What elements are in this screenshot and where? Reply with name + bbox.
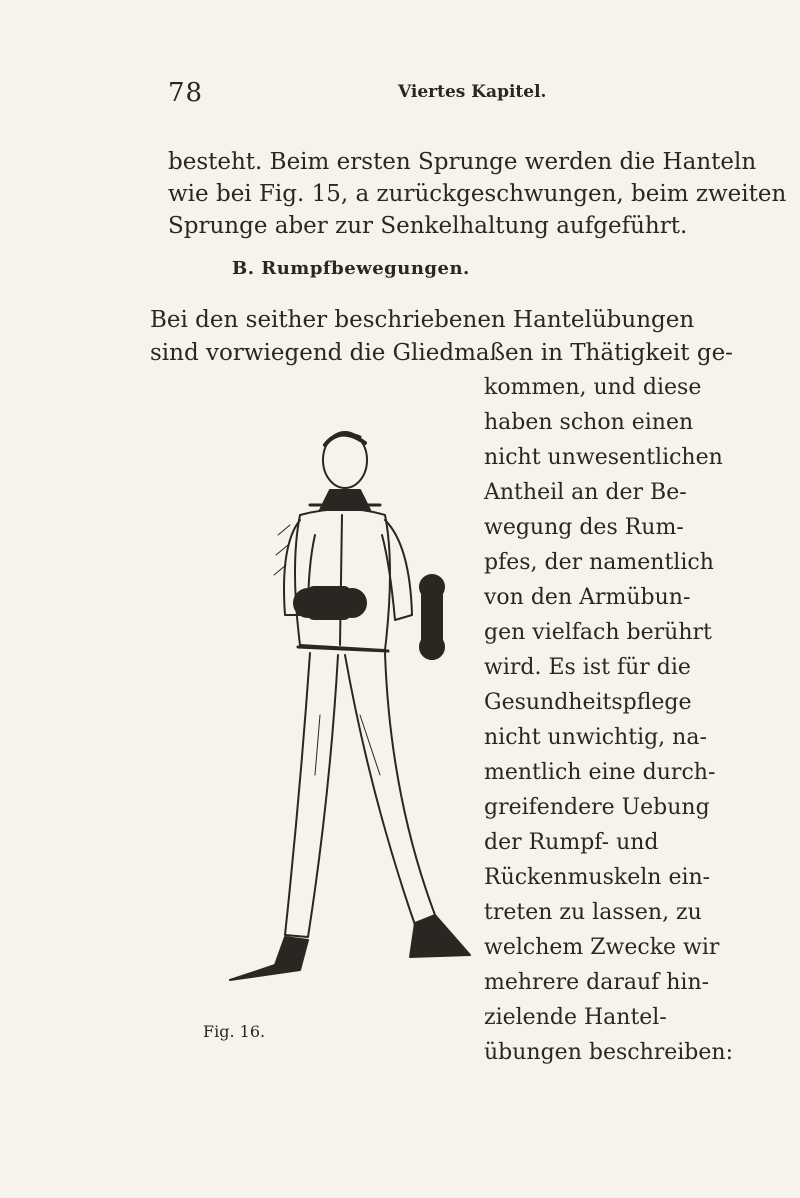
paragraph-1 <box>168 146 787 242</box>
text-line: treten zu lassen, zu <box>484 900 702 925</box>
text-line: wie bei Fig. 15, a zurückgeschwungen, beim zweiten <box>168 181 787 207</box>
figure-16-illustration <box>190 415 490 1015</box>
text-line: Antheil an der Be- <box>484 480 687 505</box>
text-line: greifendere Uebung <box>484 795 710 820</box>
text-line: von den Armübun- <box>484 585 691 610</box>
figure-caption: Fig. 16. <box>203 1022 266 1041</box>
paragraph-2-full-width <box>150 304 790 370</box>
text-line: kommen, und diese <box>484 375 702 400</box>
text-line: gen vielfach berührt <box>484 620 712 645</box>
text-line: mentlich eine durch- <box>484 760 716 785</box>
text-line: sind vorwiegend die Gliedmaßen in Thätigkeit ge- <box>150 340 733 366</box>
text-line: übungen beschreiben: <box>484 1040 733 1065</box>
text-line: nicht unwichtig, na- <box>484 725 707 750</box>
text-line: zielende Hantel- <box>484 1005 667 1030</box>
text-line: Gesundheitspflege <box>484 690 692 715</box>
text-line: nicht unwesentlichen <box>484 445 723 470</box>
page-header <box>168 78 740 108</box>
text-line: pfes, der namentlich <box>484 550 714 575</box>
text-line: besteht. Beim ersten Sprunge werden die Hanteln <box>168 149 757 175</box>
gymnast-with-dumbbells-drawing <box>190 415 490 1015</box>
text-line: haben schon einen <box>484 410 694 435</box>
text-line: Bei den seither beschriebenen Hantelübungen <box>150 307 695 333</box>
section-title: B. Rumpfbewegungen. <box>232 258 470 279</box>
page-number: 78 <box>168 78 204 108</box>
text-line: wird. Es ist für die <box>484 655 691 680</box>
text-line: wegung des Rum- <box>484 515 684 540</box>
text-line: welchem Zwecke wir <box>484 935 720 960</box>
text-line: Sprunge aber zur Senkelhaltung aufgeführt. <box>168 213 688 239</box>
text-line: Rückenmuskeln ein- <box>484 865 711 890</box>
text-line: der Rumpf- und <box>484 830 659 855</box>
paragraph-2-beside-figure <box>484 370 794 1070</box>
running-head: Viertes Kapitel. <box>398 82 547 102</box>
text-line: mehrere darauf hin- <box>484 970 710 995</box>
